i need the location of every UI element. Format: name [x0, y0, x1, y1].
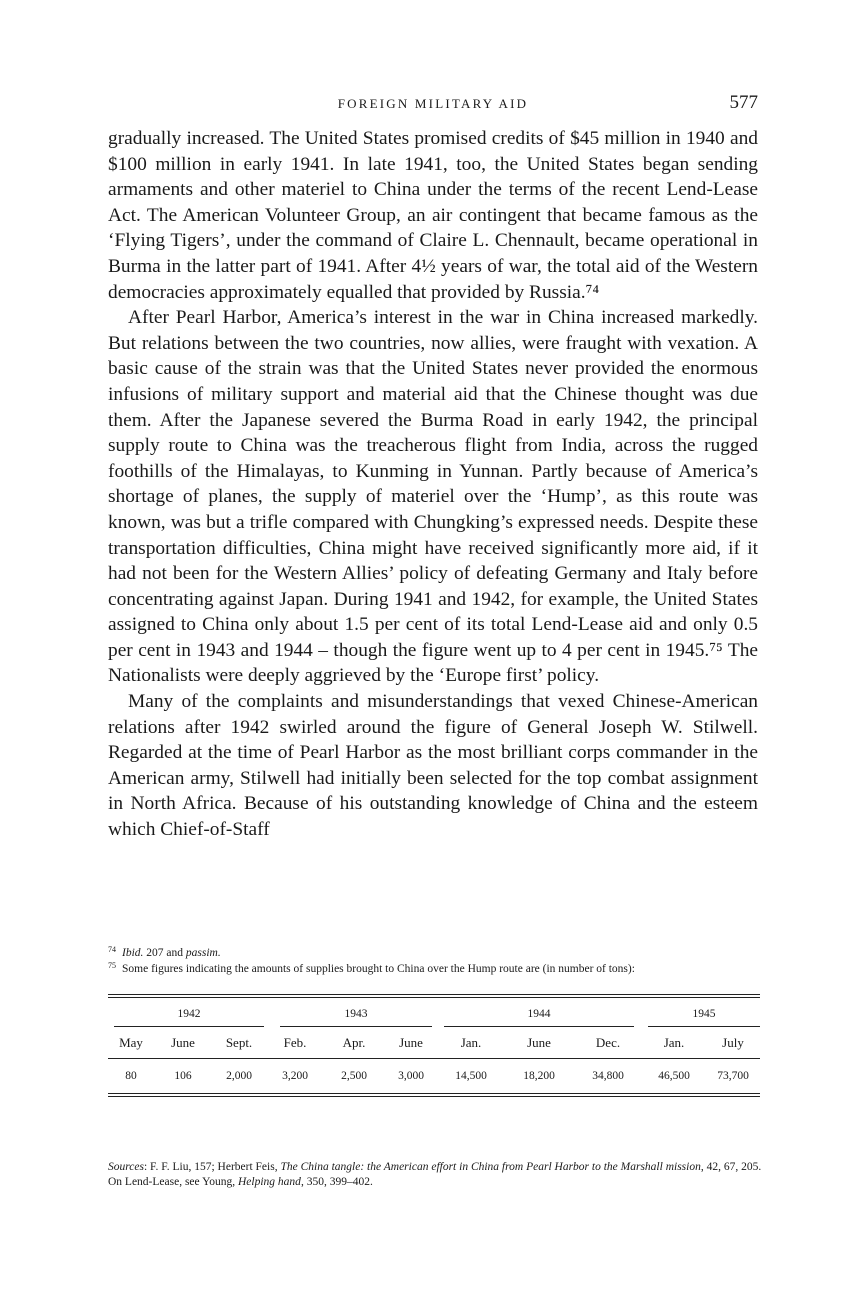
value-cell: 3,000 — [398, 1070, 424, 1082]
paragraph: Many of the complaints and misunderstandings that vexed Chinese-American relations after 1942 swirled around the figure of General Joseph W. Stilwell. Regarded at the time of Pearl Harbor as the most brilliant corps commander in the American army, Stilwell had initially been selected for the top combat assignment in North Africa. Because of his outstanding knowledge of China and the esteem which Chief-of-Staff — [108, 691, 758, 841]
sources-text: , 350, 399–402. — [300, 1176, 373, 1188]
month-cell: Sept. — [225, 1035, 253, 1050]
value-cell: 34,800 — [592, 1070, 624, 1082]
footnote-75 — [108, 962, 758, 977]
month-cell: Apr. — [342, 1035, 366, 1050]
running-head: FOREIGN MILITARY AID — [337, 96, 529, 111]
value-cell: 2,500 — [341, 1070, 367, 1082]
value-cell: 80 — [125, 1070, 137, 1082]
value-row — [108, 1059, 760, 1093]
footnote-text: Some figures indicating the amounts of supplies brought to China over the Hump route are (in number of tons): — [122, 962, 635, 975]
year-rule — [648, 1026, 760, 1027]
value-cell: 106 — [174, 1070, 192, 1082]
year-1945: 1945 — [692, 1008, 716, 1020]
page-header — [108, 92, 758, 116]
year-header-row — [108, 998, 760, 1028]
footnote-number: 74 — [108, 945, 116, 954]
footnote-number: 75 — [108, 960, 116, 970]
value-cell: 2,000 — [226, 1070, 252, 1082]
value-cell: 3,200 — [282, 1070, 308, 1082]
month-cell: Dec. — [595, 1035, 621, 1050]
year-1944: 1944 — [527, 1008, 551, 1020]
page-number: 577 — [729, 92, 758, 113]
book-title: The China tangle: the American effort in China from Pearl Harbor to the Marshall mission — [280, 1161, 701, 1173]
month-cell: June — [171, 1035, 195, 1050]
month-cell: Feb. — [283, 1035, 307, 1050]
month-cell: May — [119, 1035, 143, 1050]
book-title: Helping hand — [238, 1176, 301, 1188]
month-row — [108, 1028, 760, 1058]
body-text — [108, 126, 758, 843]
table-bottom-rule — [108, 1093, 760, 1097]
ibid-ref: Ibid. — [122, 947, 144, 959]
year-rule — [444, 1026, 634, 1027]
month-cell: July — [722, 1035, 744, 1050]
year-1943: 1943 — [344, 1008, 368, 1020]
footnote-74 — [108, 946, 758, 961]
year-rule — [280, 1026, 432, 1027]
value-cell: 14,500 — [455, 1070, 487, 1082]
value-cell: 18,200 — [523, 1070, 555, 1082]
sources-text: : F. F. Liu, 157; Herbert Feis, — [143, 1161, 281, 1173]
passim-ref: passim. — [185, 947, 221, 959]
paragraph: gradually increased. The United States promised credits of $45 million in 1940 and $100 million in early 1941. In late 1941, too, the United States began sending armaments and other materiel to China under the terms of the recent Lend-Lease Act. The American Volunteer Group, an air contingent that became famous as the ‘Flying Tigers’, under the command of Claire L. Chennault, became operational in Burma in the latter part of 1941. After 4½ years of war, the total aid of the Western democracies approximately equalled that provided by Russia.⁷⁴ — [108, 128, 758, 303]
footnotes — [108, 946, 758, 977]
month-cell: June — [399, 1035, 423, 1050]
sources-label: Sources — [108, 1161, 144, 1173]
hump-supplies-table — [108, 994, 760, 1097]
footnote-page: 207 and — [146, 947, 184, 959]
sources-text: , 42, 67, 205. On Lend-Lease, see Young, — [108, 1161, 762, 1188]
sources-note — [108, 1160, 762, 1190]
year-rule — [114, 1026, 264, 1027]
month-cell: Jan. — [663, 1035, 685, 1050]
value-cell: 46,500 — [658, 1070, 690, 1082]
value-cell: 73,700 — [717, 1070, 749, 1082]
year-1942: 1942 — [177, 1008, 201, 1020]
month-cell: Jan. — [460, 1035, 482, 1050]
month-cell: June — [527, 1035, 551, 1050]
paragraph: After Pearl Harbor, America’s interest in the war in China increased markedly. But relations between the two countries, now allies, were fraught with vexation. A basic cause of the strain was that the United States never provided the enormous infusions of military support and material aid that the Chinese thought was due them. After the Japanese severed the Burma Road in early 1942, the principal supply route to China was the treacherous flight from India, across the rugged foothills of the Himalayas, to Kunming in Yunnan. Partly because of America’s shortage of planes, the supply of materiel over the ‘Hump’, as this route was known, was but a trifle compared with Chungking’s expressed needs. Despite these transportation difficulties, China might have received significantly more aid, if it had not been for the Western Allies’ policy of defeating Germany and Italy before concentrating against Japan. During 1941 and 1942, for example, the United States assigned to China only about 1.5 per cent of its total Lend-Lease aid and only 0.5 per cent in 1943 and 1944 – though the figure went up to 4 per cent in 1945.⁷⁵ The Nationalists were deeply aggrieved by the ‘Europe first’ policy. — [108, 307, 758, 687]
